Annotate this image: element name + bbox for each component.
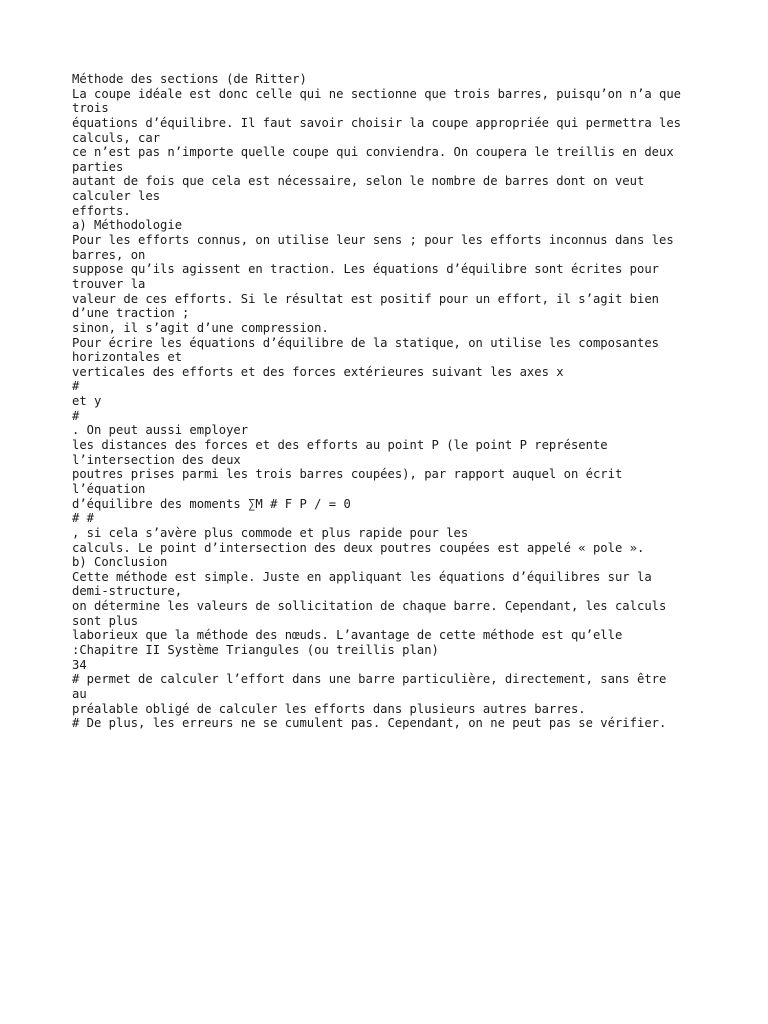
text-line: calculs, car	[72, 130, 161, 145]
text-line: # permet de calculer l’effort dans une barre particulière, directement, sans être	[72, 672, 667, 687]
text-line: barres, on	[72, 247, 146, 262]
text-line: laborieux que la méthode des nœuds. L’avantage de cette méthode est qu’elle	[72, 628, 623, 643]
document-page	[72, 72, 712, 731]
text-line: préalable obligé de calculer les efforts dans plusieurs autres barres.	[72, 701, 586, 716]
text-line: on détermine les valeurs de sollicitation de chaque barre. Cependant, les calculs	[72, 599, 667, 614]
text-line: poutres prises parmi les trois barres coupées), par rapport auquel on écrit	[72, 467, 623, 482]
text-line: calculs. Le point d’intersection des deux poutres coupées est appelé « pole ».	[72, 540, 645, 555]
text-line: verticales des efforts et des forces extérieures suivant les axes x	[72, 364, 564, 379]
text-line: #	[72, 408, 80, 423]
text-line: autant de fois que cela est nécessaire, selon le nombre de barres dont on veut	[72, 174, 645, 189]
text-line: trois	[72, 101, 109, 116]
text-line: Pour les efforts connus, on utilise leur sens ; pour les efforts inconnus dans les	[72, 233, 674, 248]
text-line: d’une traction ;	[72, 306, 190, 321]
text-line: La coupe idéale est donc celle qui ne sectionne que trois barres, puisqu’on n’a que	[72, 86, 682, 101]
moment-equation-line: d’équilibre des moments ∑M # F P / = 0	[72, 496, 351, 511]
text-line: sinon, il s’agit d’une compression.	[72, 320, 329, 335]
text-line: # #	[72, 511, 95, 526]
text-line: Cette méthode est simple. Juste en appliquant les équations d’équilibres sur la	[72, 569, 652, 584]
text-line: équations d’équilibre. Il faut savoir choisir la coupe appropriée qui permettra les	[72, 115, 682, 130]
text-line: demi-structure,	[72, 584, 183, 599]
subsection-heading-methodologie: a) Méthodologie	[72, 218, 183, 233]
text-line: #	[72, 379, 80, 394]
text-line: et y	[72, 394, 102, 409]
text-line: ce n’est pas n’importe quelle coupe qui conviendra. On coupera le treillis en deux	[72, 145, 674, 160]
chapter-running-header: :Chapitre II Système Triangules (ou treillis plan)	[72, 642, 439, 657]
section-title: Méthode des sections (de Ritter)	[72, 72, 307, 86]
text-line: l’équation	[72, 481, 146, 496]
text-line: parties	[72, 159, 124, 174]
text-line: suppose qu’ils agissent en traction. Les équations d’équilibre sont écrites pour	[72, 262, 659, 277]
text-line: efforts.	[72, 203, 131, 218]
text-line: Pour écrire les équations d’équilibre de la statique, on utilise les composantes	[72, 335, 659, 350]
text-line: # De plus, les erreurs ne se cumulent pas. Cependant, on ne peut pas se vérifier.	[72, 716, 667, 731]
text-line: l’intersection des deux	[72, 452, 241, 467]
text-line: au	[72, 686, 87, 701]
text-line: valeur de ces efforts. Si le résultat est positif pour un effort, il s’agit bien	[72, 291, 659, 306]
text-line: . On peut aussi employer	[72, 423, 249, 438]
subsection-heading-conclusion: b) Conclusion	[72, 555, 168, 570]
text-line: calculer les	[72, 189, 161, 204]
text-line: trouver la	[72, 276, 146, 291]
text-line: , si cela s’avère plus commode et plus rapide pour les	[72, 525, 469, 540]
text-line: les distances des forces et des efforts au point P (le point P représente	[72, 438, 608, 453]
text-line: sont plus	[72, 613, 139, 628]
page-number: 34	[72, 657, 87, 672]
text-line: horizontales et	[72, 350, 183, 365]
